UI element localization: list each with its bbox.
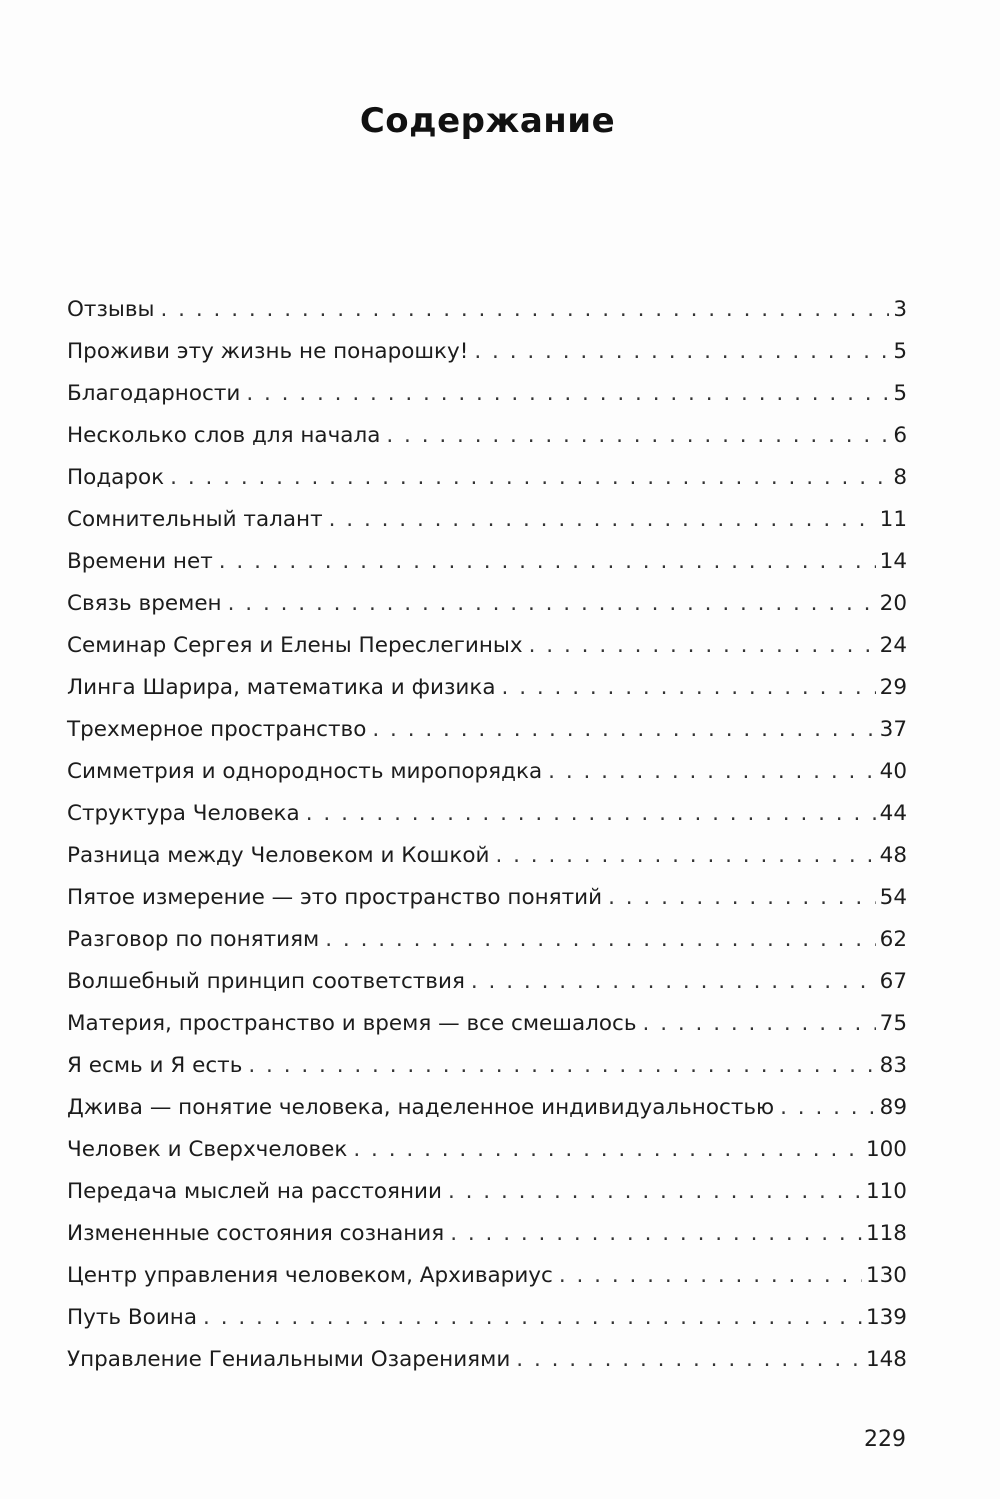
toc-entry-page: 75 bbox=[879, 1011, 907, 1036]
toc-dot-leader bbox=[529, 625, 876, 667]
toc-entry-title: Связь времен bbox=[67, 591, 222, 616]
toc-dot-leader bbox=[780, 1087, 876, 1129]
toc-entry bbox=[67, 1297, 907, 1339]
toc-entry-title: Отзывы bbox=[67, 297, 155, 322]
toc-entry-page: 5 bbox=[893, 339, 907, 364]
toc-entry bbox=[67, 793, 907, 835]
toc-dot-leader bbox=[450, 1213, 862, 1255]
toc-entry bbox=[67, 1255, 907, 1297]
toc-entry-title: Пятое измерение — это пространство понятий bbox=[67, 885, 603, 910]
toc-dot-leader bbox=[495, 835, 875, 877]
toc-entry-title: Путь Воина bbox=[67, 1305, 198, 1330]
toc-entry bbox=[67, 625, 907, 667]
toc-dot-leader bbox=[170, 457, 889, 499]
toc-dot-leader bbox=[203, 1297, 862, 1339]
toc-entry bbox=[67, 1003, 907, 1045]
toc-dot-leader bbox=[246, 373, 889, 415]
toc-entry bbox=[67, 1213, 907, 1255]
toc-entry-title: Подарок bbox=[67, 465, 165, 490]
toc-entry-title: Несколько слов для начала bbox=[67, 423, 381, 448]
toc-entry-title: Времени нет bbox=[67, 549, 213, 574]
toc-entry-title: Сомнительный талант bbox=[67, 507, 323, 532]
toc-entry-page: 37 bbox=[879, 717, 907, 742]
toc-dot-leader bbox=[643, 1003, 876, 1045]
toc-entry-title: Материя, пространство и время — все смешалось bbox=[67, 1011, 637, 1036]
toc-entry-page: 24 bbox=[879, 633, 907, 658]
toc-entry bbox=[67, 1171, 907, 1213]
toc-dot-leader bbox=[448, 1171, 862, 1213]
toc-entry bbox=[67, 751, 907, 793]
toc-entry bbox=[67, 1129, 907, 1171]
toc-entry-title: Разговор по понятиям bbox=[67, 927, 320, 952]
table-of-contents bbox=[67, 289, 907, 1381]
toc-entry-title: Измененные состояния сознания bbox=[67, 1221, 445, 1246]
toc-dot-leader bbox=[386, 415, 889, 457]
toc-dot-leader bbox=[372, 709, 875, 751]
toc-entry bbox=[67, 457, 907, 499]
toc-entry-page: 89 bbox=[879, 1095, 907, 1120]
toc-entry-page: 148 bbox=[865, 1347, 907, 1372]
toc-entry-page: 40 bbox=[879, 759, 907, 784]
toc-dot-leader bbox=[248, 1045, 875, 1087]
toc-entry-title: Линга Шарира, математика и физика bbox=[67, 675, 496, 700]
toc-entry bbox=[67, 415, 907, 457]
toc-dot-leader bbox=[228, 583, 876, 625]
toc-entry-title: Джива — понятие человека, наделенное индивидуальностью bbox=[67, 1095, 775, 1120]
toc-entry bbox=[67, 1087, 907, 1129]
toc-entry-page: 54 bbox=[879, 885, 907, 910]
toc-entry bbox=[67, 1045, 907, 1087]
toc-entry bbox=[67, 709, 907, 751]
page-number: 229 bbox=[864, 1427, 906, 1452]
toc-entry-page: 48 bbox=[879, 843, 907, 868]
toc-entry-title: Проживи эту жизнь не понарошку! bbox=[67, 339, 469, 364]
toc-entry bbox=[67, 919, 907, 961]
toc-entry-page: 29 bbox=[879, 675, 907, 700]
toc-entry-page: 11 bbox=[879, 507, 907, 532]
toc-entry-page: 118 bbox=[865, 1221, 907, 1246]
toc-entry bbox=[67, 583, 907, 625]
toc-entry bbox=[67, 835, 907, 877]
toc-entry bbox=[67, 877, 907, 919]
toc-entry-page: 130 bbox=[865, 1263, 907, 1288]
toc-entry-title: Человек и Сверхчеловек bbox=[67, 1137, 348, 1162]
toc-dot-leader bbox=[161, 289, 890, 331]
toc-dot-leader bbox=[474, 331, 889, 373]
toc-entry bbox=[67, 499, 907, 541]
toc-entry-page: 110 bbox=[865, 1179, 907, 1204]
toc-entry-title: Управление Гениальными Озарениями bbox=[67, 1347, 511, 1372]
toc-dot-leader bbox=[559, 1255, 862, 1297]
toc-entry-title: Трехмерное пространство bbox=[67, 717, 367, 742]
toc-dot-leader bbox=[353, 1129, 862, 1171]
toc-entry-page: 139 bbox=[865, 1305, 907, 1330]
toc-dot-leader bbox=[608, 877, 876, 919]
toc-dot-leader bbox=[516, 1339, 862, 1381]
toc-entry-page: 5 bbox=[893, 381, 907, 406]
page-title: Содержание bbox=[359, 100, 616, 141]
toc-entry-page: 20 bbox=[879, 591, 907, 616]
toc-entry bbox=[67, 667, 907, 709]
toc-entry-title: Семинар Сергея и Елены Переслегиных bbox=[67, 633, 523, 658]
toc-entry-page: 62 bbox=[879, 927, 907, 952]
toc-entry-page: 6 bbox=[893, 423, 907, 448]
toc-entry bbox=[67, 289, 907, 331]
toc-dot-leader bbox=[548, 751, 875, 793]
toc-entry bbox=[67, 331, 907, 373]
toc-entry-title: Центр управления человеком, Архивариус bbox=[67, 1263, 553, 1288]
toc-dot-leader bbox=[471, 961, 876, 1003]
toc-entry-page: 8 bbox=[893, 465, 907, 490]
toc-entry-title: Благодарности bbox=[67, 381, 241, 406]
toc-entry bbox=[67, 961, 907, 1003]
toc-entry bbox=[67, 541, 907, 583]
toc-entry-page: 3 bbox=[893, 297, 907, 322]
toc-entry-title: Я есмь и Я есть bbox=[67, 1053, 243, 1078]
toc-dot-leader bbox=[306, 793, 876, 835]
toc-dot-leader bbox=[325, 919, 875, 961]
toc-entry-title: Передача мыслей на расстоянии bbox=[67, 1179, 442, 1204]
toc-entry-title: Симметрия и однородность миропорядка bbox=[67, 759, 543, 784]
toc-entry-page: 44 bbox=[879, 801, 907, 826]
toc-dot-leader bbox=[502, 667, 876, 709]
toc-entry-title: Разница между Человеком и Кошкой bbox=[67, 843, 490, 868]
toc-dot-leader bbox=[329, 499, 876, 541]
toc-entry-page: 100 bbox=[865, 1137, 907, 1162]
toc-entry-page: 14 bbox=[879, 549, 907, 574]
toc-entry-title: Волшебный принцип соответствия bbox=[67, 969, 465, 994]
toc-entry bbox=[67, 373, 907, 415]
toc-entry-page: 83 bbox=[879, 1053, 907, 1078]
toc-entry-title: Структура Человека bbox=[67, 801, 300, 826]
toc-entry-page: 67 bbox=[879, 969, 907, 994]
toc-entry bbox=[67, 1339, 907, 1381]
toc-dot-leader bbox=[219, 541, 876, 583]
